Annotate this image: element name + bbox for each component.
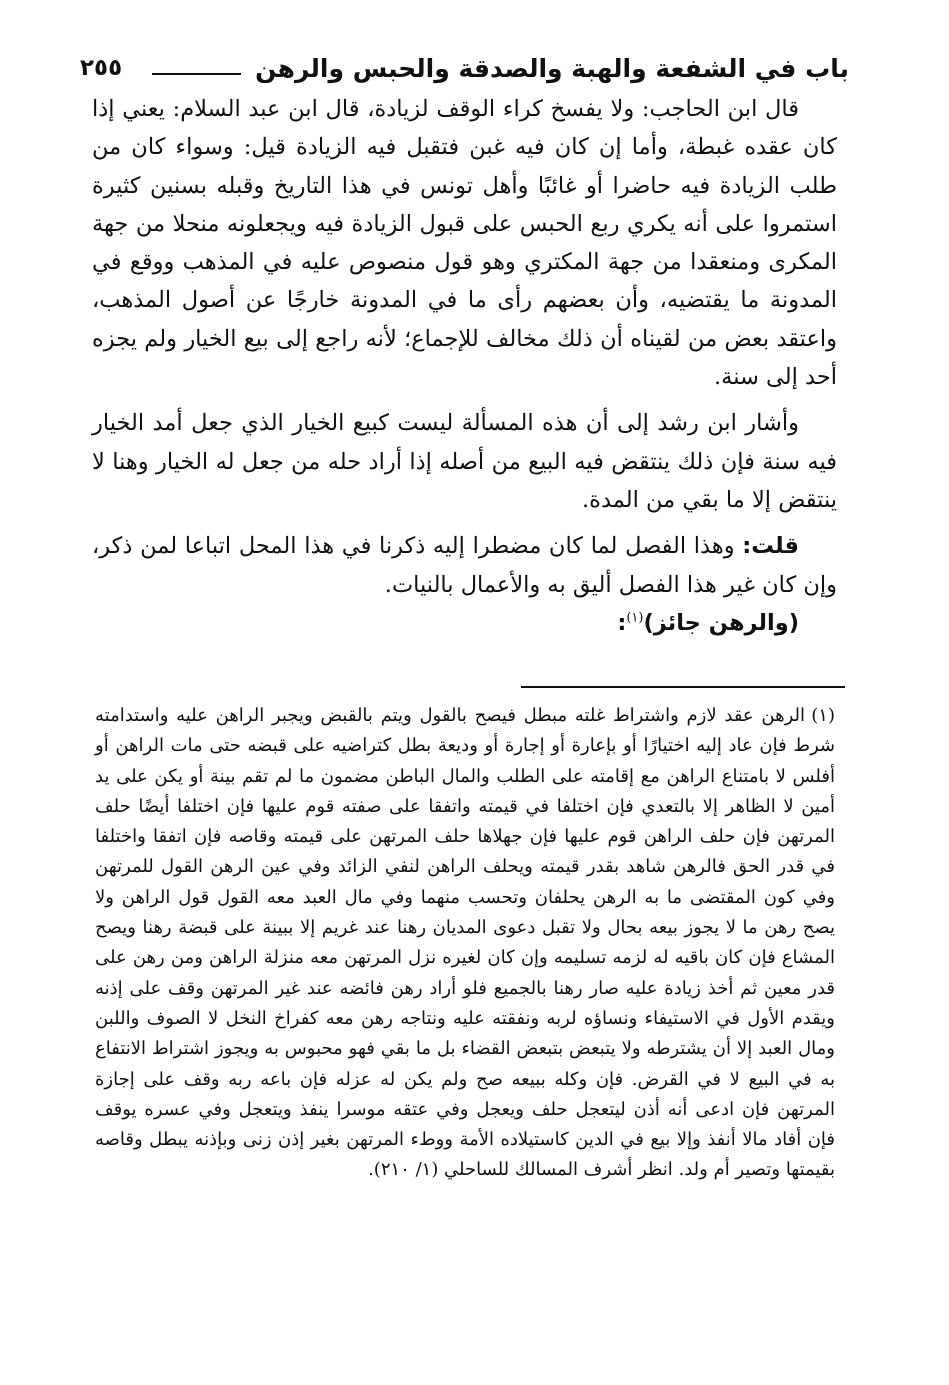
paragraph-ibn-al-hajib: قال ابن الحاجب: ولا يفسخ كراء الوقف لزيادة، قال ابن عبد السلام: يعني إذا كان عقده غبطة، وأما إن كان فيه غبن فتقبل فيه الزيادة قيل: وسواء كان من طلب الزيادة فيه حاضرا أو غائبًا وأهل تونس في هذا التاريخ وقبله بسنين كثيرة استمروا على أنه يكري ربع الحبس على قبول الزيادة فيه ويجعلونه منحلا من جهة المكرى ومنعقدا من جهة المكتري وهو قول منصوص عليه في المذهب ووقع في المدونة ما يقتضيه، وأن بعضهم رأى ما في المدونة خارجًا عن أصول المذهب، واعتقد بعض من لقيناه أن ذلك مخالف للإجماع؛ لأنه راجع إلى بيع الخيار ولم يجزه أحد إلى سنة.: [92, 96, 837, 391]
header-rule: [152, 73, 241, 75]
qult-text: وهذا الفصل لما كان مضطرا إليه ذكرنا في هذا المحل اتباعا لمن ذكر، وإن كان غير هذا الفصل أليق به والأعمال بالنيات.: [92, 533, 837, 598]
footnote-reference[interactable]: (١): [626, 610, 644, 626]
qult-label: قلت:: [742, 533, 800, 560]
paragraph-qult: [92, 527, 837, 604]
footnote: [95, 701, 835, 1186]
paragraph-ibn-rushd: وأشار ابن رشد إلى أن هذه المسألة ليست كبيع الخيار الذي جعل أمد الخيار فيه سنة فإن ذلك ينتقض فيه البيع من أصله إذا أراد حله من جعل له الخيار وهنا لا ينتقض إلا ما بقي من المدة.: [92, 410, 837, 513]
main-text: [92, 90, 837, 642]
section-heading: [92, 604, 837, 642]
chapter-title: باب في الشفعة والهبة والصدقة والحبس والرهن: [255, 53, 849, 83]
page-number: ٢٥٥: [80, 55, 123, 81]
footnote-marker: (١): [811, 705, 835, 726]
heading-colon: :: [617, 609, 627, 636]
footnote-text: الرهن عقد لازم واشتراط غلته مبطل فيصح بالقول ويتم بالقبض ويجبر الراهن عليه واستدامته شرط فإن عاد إليه اختيارًا أو بإعارة أو إجارة أو وديعة بطل كتراضيه على قبضه حتى مات الراهن أو أفلس لا بامتناع الراهن مع إقامته على الطلب والمال الباطن مضمون ما لم تقم بينة أو يكن على يد أمين لا الظاهر إلا بالتعدي فإن اختلفا في قيمته واتفقا على صفته قوم عليها فإن اختلفا أيضًا حلف المرتهن فإن حلف الراهن قوم عليها فإن جهلاها حلف المرتهن على قيمته وقاصه فإن اتفقا واختلفا في قدر الحق فالرهن شاهد بقدر قيمته ويحلف الراهن لنفي الزائد وفي عين الرهن القول للمرتهن وفي كون المقتضى ما به الرهن يحلفان وتحسب منهما وفي مال العبد معه القول قول الراهن ولا يصح رهن ما لا يجوز بيعه بحال ولا تقبل دعوى المديان رهنا عند غريم إلا ببينة على قبضة رهنا ويصح المشاع فإن كان باقيه له لزمه تسليمه وإن كان لغيره نزل المرتهن معه منزلة الراهن ومن رهن على قدر معين ثم أخذ زيادة عليه صار رهنا بالجميع فلو أراد رهن فائضه عند غير المرتهن وقف على إذنه ويقدم الأول في الاستيفاء ونساؤه لربه ونفقته عليه ونتاجه رهن معه كفراخ النخل لا الصوف واللبن ومال العبد إلا أن يشترطه ولا يتبعض بتبعض القضاء بل ما بقي فهو محبوس به ويجوز اشتراط الانتفاع به في البيع لا في القرض. فإن وكله ببيعه صح ولم يكن له عزله فإن باعه ربه وقف على إجازة المرتهن فإن ادعى أنه أذن ليتعجل حلف ويعجل وفي عتقه موسرا ينفذ ويتعجل وفي عسره يوقف فإن أفاد مالا أنفذ وإلا بيع في الدين كاستيلاده الأمة ووطء المرتهن بغير إذن زنى وبإذنه يبطل وقاصه بقيمتها وتصير أم ولد. انظر أشرف المسالك للساحلي (١/ ٢١٠).: [95, 705, 835, 1181]
running-header: [80, 44, 849, 92]
footnote-separator: [521, 686, 845, 688]
heading-text: (والرهن جائز): [643, 609, 799, 636]
